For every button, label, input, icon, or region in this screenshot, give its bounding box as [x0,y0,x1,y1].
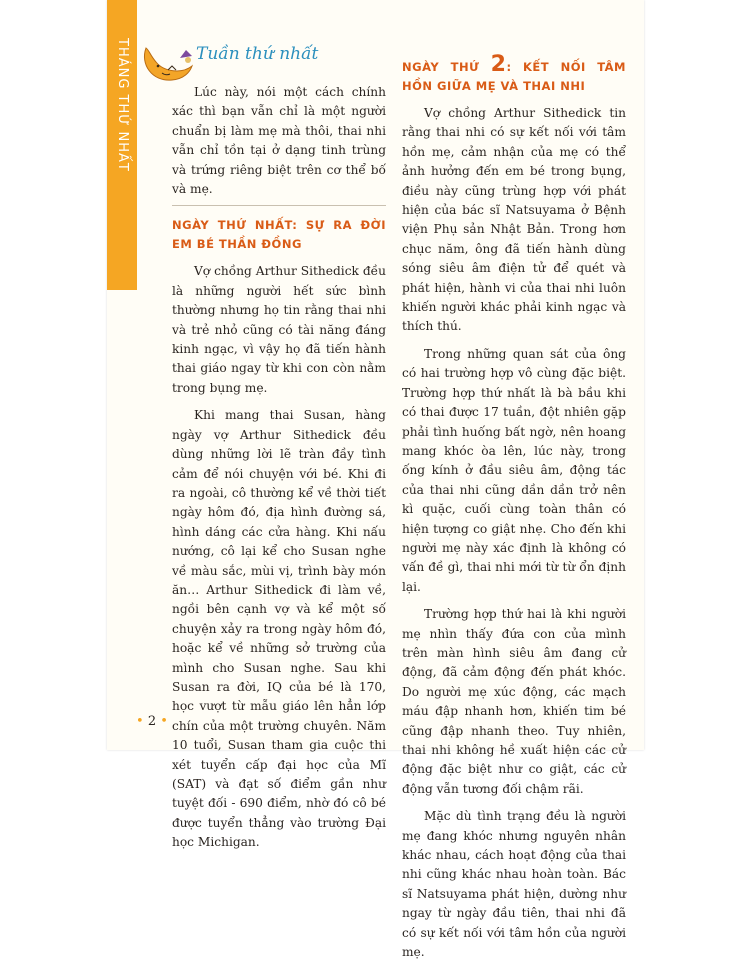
heading-prefix: NGÀY THỨ [402,60,491,74]
paragraph: Trong những quan sát của ông có hai trường hợp vô cùng đặc biệt. Trường hợp thứ nhất là bà bầu khi có thai được 17 tuần, đột nhiên gặp phải tình huống bất ngờ, nên hoang mang khóc òa lên, lúc này, trong ống kính ở đầu siêu âm, động tác của thai nhi cũng dần dần trở nên kì quặc, cuối cùng toàn thân có hiện tượng co giật nhẹ. Cho đến khi người mẹ này xác định là không có vấn đề gì, thai nhi mới từ từ ổn định lại. [402,346,626,594]
section-heading-day-1: NGÀY THỨ NHẤT: SỰ RA ĐỜI EM BÉ THẦN ĐỒNG [172,218,386,252]
week-title: Tuần thứ nhất [196,44,319,64]
paragraph: Vợ chồng Arthur Sithedick đều là những người hết sức bình thường nhưng họ tin rằng thai nhi và trẻ nhỏ cũng có tài năng đáng kinh ngạc, vì vậy họ đã tiến hành thai giáo ngay từ khi con còn nằm trong bụng mẹ. [172,264,386,395]
chapter-side-tab-label: THÁNG THỨ NHẤT [115,38,130,172]
paragraph: Trường hợp thứ hai là khi người mẹ nhìn thấy đứa con của mình trên màn hình siêu âm đang cử động, đã cảm động đến phát khóc. Do người mẹ xúc động, các mạch máu đập nhanh hơn, khiến tim bé cũng đập nhanh theo. Tuy nhiên, thai nhi không hề xuất hiện các cử động đặc biệt như co giật, các cử động vẫn tương đối chậm rãi. [402,607,626,796]
paragraph: Vợ chồng Arthur Sithedick tin rằng thai nhi có sự kết nối với tâm hồn mẹ, cảm nhận của mẹ có thể ảnh hưởng đến em bé trong bụng, điều này cũng trùng hợp với phát hiện của bác sĩ Natsuyama ở Bệnh viện Phụ sản Nhật Bản. Trong hơn chục năm, ông đã tiến hành dùng sóng siêu âm điện tử để quét và phát hiện, hành vi của thai nhi luôn khiến người khác phải kinh ngạc và thích thú. [402,106,626,334]
paragraph: Khi mang thai Susan, hàng ngày vợ Arthur Sithedick đều dùng những lời lẽ tràn đầy tình cảm để nói chuyện với bé. Khi đi ra ngoài, cô thường kể về thời tiết ngày hôm đó, địa hình đường sá, hình dáng các cửa hàng. Khi nấu nướng, cô lại kể cho Susan nghe về màu sắc, mùi vị, trình bày món ăn… Arthur Sithedick đi làm về, ngồi bên cạnh vợ và kể một số chuyện xảy ra trong ngày hôm đó, hoặc kể về những sở trường của mình cho Susan nghe. Sau khi Susan ra đời, IQ của bé là 170, học vượt từ mẫu giáo lên hẳn lớp chín của một trường chuyên. Năm 10 tuổi, Susan tham gia cuộc thi xét tuyển cấp đại học của Mĩ (SAT) và đạt số điểm gần như tuyệt đối - 690 điểm, nhờ đó cô bé được tuyển thẳng vào trường Đại học Michigan. [172,408,386,850]
heading-suffix: : KẾT NỐI TÂM HỒN GIỮA MẸ VÀ THAI NHI [402,60,626,93]
paragraph: Mặc dù tình trạng đều là người mẹ đang khóc nhưng nguyên nhân khác nhau, cách hoạt động của thai nhi cũng khác nhau hoàn toàn. Bác sĩ Natsuyama phát hiện, dường như ngay từ ngày đầu tiên, thai nhi đã có sự kết nối với tâm hồn của người mẹ. [402,809,626,960]
right-column [402,52,626,962]
intro-paragraph: Lúc này, nói một cách chính xác thì bạn vẫn chỉ là một người chuẩn bị làm mẹ mà thôi, thai nhi vẫn chỉ tồn tại ở dạng tinh trùng và trứng riêng biệt trên cơ thể bố và mẹ. [172,85,386,197]
crescent-moon-icon [138,40,198,85]
heading-day-number: 2 [490,52,507,77]
page-number: • 2 • [136,714,168,729]
divider [172,205,386,206]
section-heading-day-2 [402,52,626,96]
page-number-value: 2 [147,714,157,729]
left-column [172,83,386,853]
